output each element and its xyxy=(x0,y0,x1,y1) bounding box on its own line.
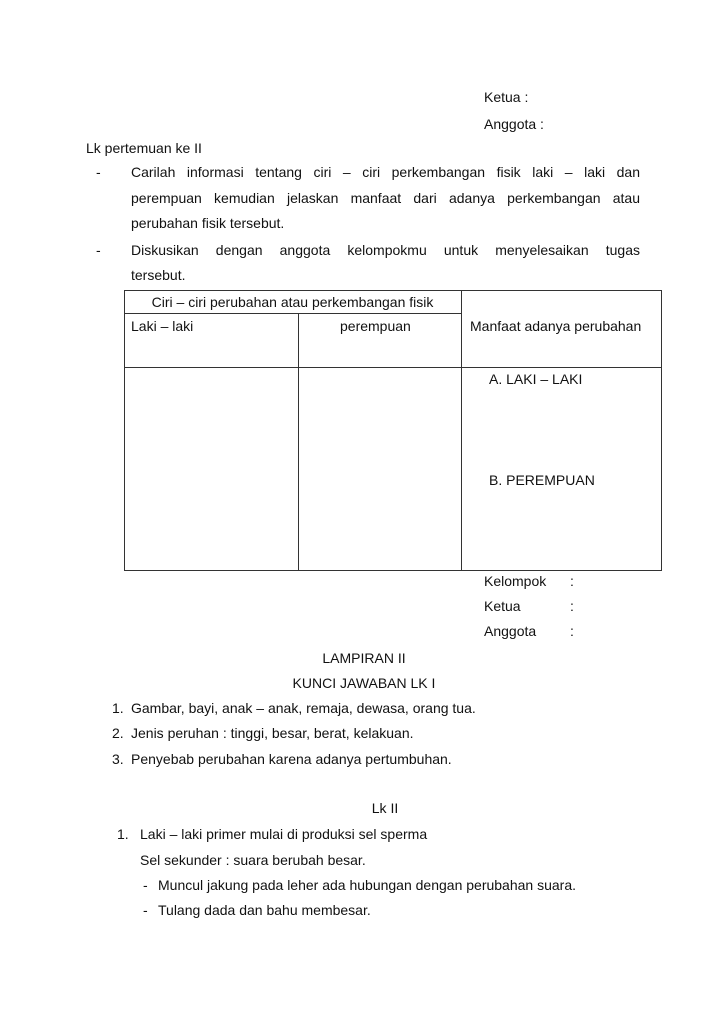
answer-number: 3. xyxy=(112,751,124,767)
row-divider xyxy=(124,313,461,314)
manfaat-perempuan: B. PEREMPUAN xyxy=(489,472,595,488)
answer-subtext: Sel sekunder : suara berubah besar. xyxy=(140,852,366,868)
bullet-dash: - xyxy=(143,877,148,893)
task1-line2: perempuan kemudian jelaskan manfaat dari adanya perkembangan atau xyxy=(131,190,640,206)
field-colon: : xyxy=(570,573,574,589)
lampiran-subtitle: KUNCI JAWABAN LK I xyxy=(292,675,436,691)
answer-number: 2. xyxy=(112,725,124,741)
task2-line1: Diskusikan dengan anggota kelompokmu untuk menyelesaikan tugas xyxy=(131,242,640,258)
bullet-dash: - xyxy=(96,242,101,258)
table-header-perempuan: perempuan xyxy=(340,318,411,334)
answer-text: Jenis peruhan : tinggi, besar, berat, kelakuan. xyxy=(131,725,414,741)
answer-text: Laki – laki primer mulai di produksi sel sperma xyxy=(140,826,428,842)
lampiran-title: LAMPIRAN II xyxy=(322,650,406,666)
answer-text: Gambar, bayi, anak – anak, remaja, dewasa, orang tua. xyxy=(131,700,476,716)
answer-number: 1. xyxy=(112,700,124,716)
table-header-laki: Laki – laki xyxy=(131,318,194,334)
header-anggota: Anggota : xyxy=(484,116,544,132)
task1-line1: Carilah informasi tentang ciri – ciri perkembangan fisik laki – laki dan xyxy=(131,164,640,180)
bullet-dash: - xyxy=(143,902,148,918)
field-anggota-label: Anggota xyxy=(484,623,537,639)
row-divider xyxy=(124,367,661,368)
answer-subitem: Tulang dada dan bahu membesar. xyxy=(158,902,371,918)
task1-line3: perubahan fisik tersebut. xyxy=(131,215,285,231)
bullet-dash: - xyxy=(96,164,101,180)
table-group-header: Ciri – ciri perubahan atau perkembangan fisik xyxy=(151,294,434,310)
answer-subitem: Muncul jakung pada leher ada hubungan dengan perubahan suara. xyxy=(158,877,577,893)
lk2-key-title: Lk II xyxy=(371,800,399,816)
table-header-manfaat: Manfaat adanya perubahan xyxy=(470,318,642,334)
answer-text: Penyebab perubahan karena adanya pertumbuhan. xyxy=(131,751,452,767)
column-divider xyxy=(298,313,299,570)
field-colon: : xyxy=(570,598,574,614)
field-colon: : xyxy=(570,623,574,639)
field-kelompok-label: Kelompok xyxy=(484,573,547,589)
lk2-title: Lk pertemuan ke II xyxy=(86,140,202,156)
answer-number: 1. xyxy=(117,826,129,842)
task2-line2: tersebut. xyxy=(131,267,186,283)
header-ketua: Ketua : xyxy=(484,89,529,105)
manfaat-laki: A. LAKI – LAKI xyxy=(489,371,583,387)
column-divider xyxy=(461,290,462,570)
field-ketua-label: Ketua xyxy=(484,598,521,614)
